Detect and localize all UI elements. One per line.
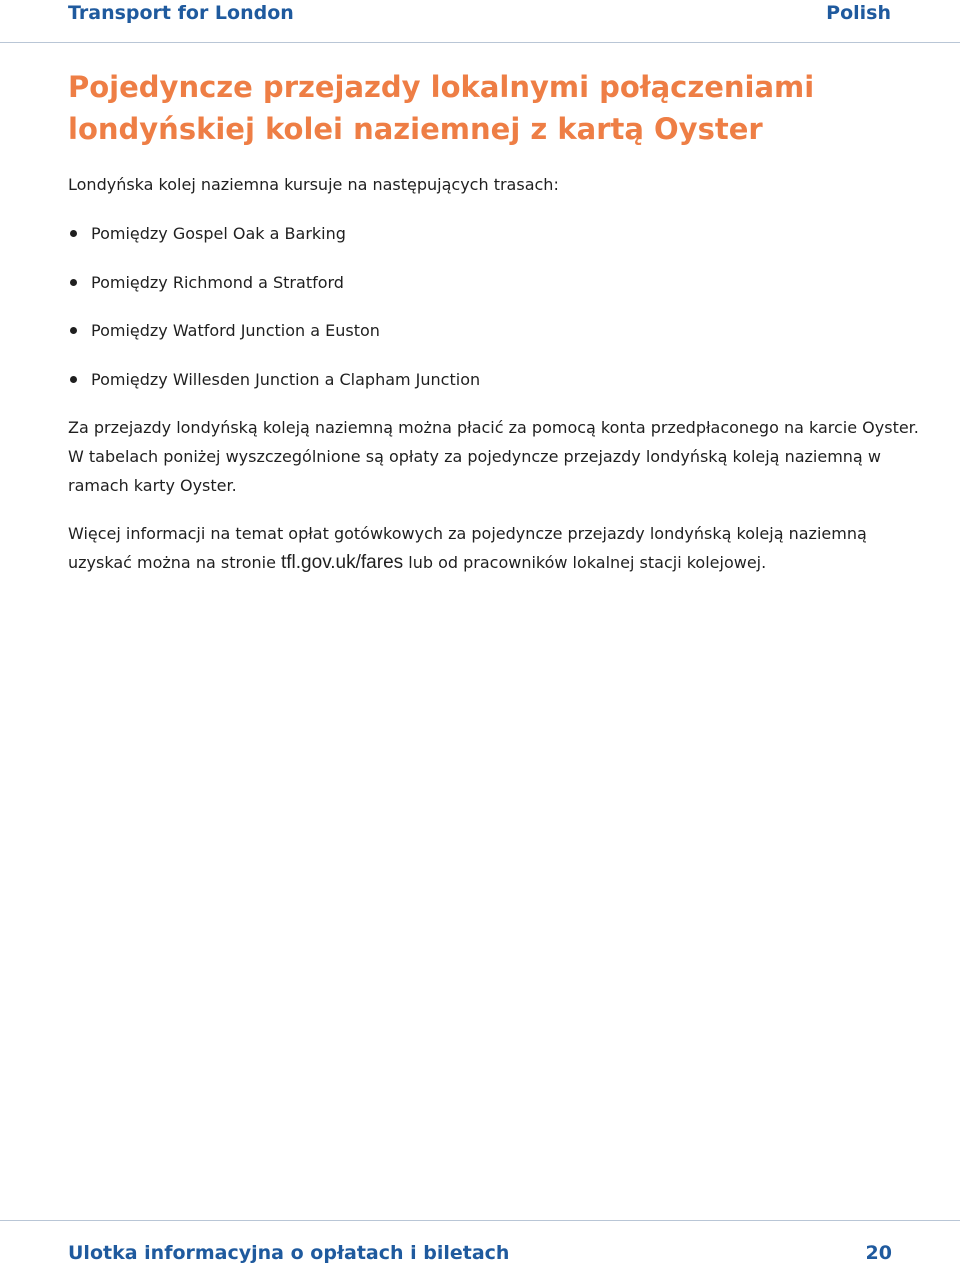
list-item [68,366,480,415]
intro-text: Londyńska kolej naziemna kursuje na następujących trasach: [68,175,559,194]
routes-list [68,220,480,414]
route-label: Pomiędzy Richmond a Stratford [91,272,344,292]
bullet-icon [70,327,77,334]
page-footer [0,1220,960,1272]
bullet-icon [70,376,77,383]
list-item [68,269,480,318]
list-item [68,317,480,366]
fares-link[interactable]: tfl.gov.uk/fares [281,552,404,573]
info-paragraph [68,519,928,577]
info-text-before: Więcej informacji na temat opłat gotówkowych za pojedyncze przejazdy londyńską koleją naziemną uzyskać można na stronie [68,524,867,572]
header-language: Polish [826,2,891,24]
list-item [68,220,480,269]
page-title: Pojedyncze przejazdy lokalnymi połączeniami londyńskiej kolei naziemnej z kartą Oyster [68,70,815,146]
route-label: Pomiędzy Gospel Oak a Barking [91,224,346,243]
footer-title: Ulotka informacyjna o opłatach i biletach [68,1242,510,1264]
route-label: Pomiędzy Watford Junction a Euston [91,321,380,340]
bullet-icon [70,279,77,286]
bullet-icon [70,230,77,237]
info-text-after: lub od pracowników lokalnej stacji kolejowej. [403,553,767,572]
route-label: Pomiędzy Willesden Junction a Clapham Junction [91,369,481,389]
page-number: 20 [865,1242,892,1264]
page-header [0,0,960,43]
header-publisher: Transport for London [68,2,294,24]
payment-paragraph: Za przejazdy londyńską koleją naziemną można płacić za pomocą konta przedpłaconego na karcie Oyster. W tabelach poniżej wyszczególnione są opłaty za pojedyncze przejazdy londyńską koleją naziemną w ramach karty Oyster. [68,418,919,495]
